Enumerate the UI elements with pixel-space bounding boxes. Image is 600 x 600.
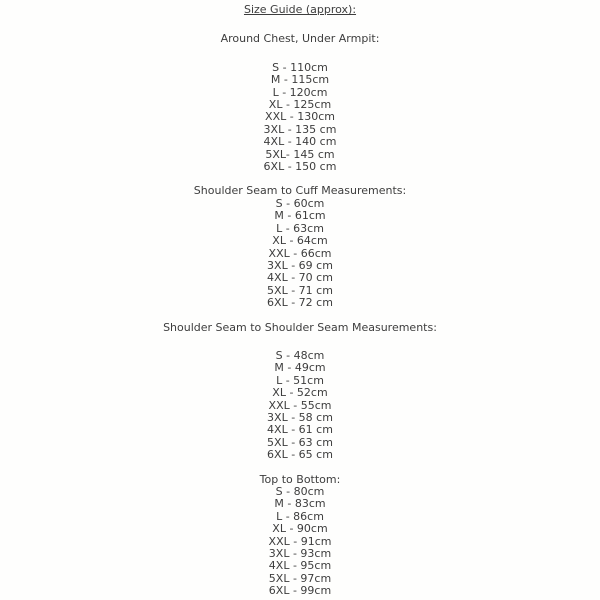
size-row: XL - 125cm bbox=[268, 98, 332, 112]
size-row: XXL - 91cm bbox=[268, 534, 332, 548]
section-heading: Shoulder Seam to Cuff Measurements: bbox=[193, 184, 407, 198]
size-row: XXL - 66cm bbox=[268, 246, 332, 260]
size-row: S - 110cm bbox=[272, 60, 328, 74]
size-row: 4XL - 70 cm bbox=[267, 271, 333, 285]
size-row: L - 51cm bbox=[276, 373, 324, 387]
size-row: 4XL - 95cm bbox=[268, 559, 332, 573]
size-row: XL - 64cm bbox=[272, 234, 328, 248]
size-row: XL - 52cm bbox=[272, 386, 328, 400]
section-heading: Top to Bottom: bbox=[259, 472, 341, 486]
size-row: M - 61cm bbox=[274, 209, 326, 223]
size-row: M - 115cm bbox=[270, 73, 330, 87]
size-row: M - 83cm bbox=[274, 497, 326, 511]
size-section bbox=[0, 322, 600, 462]
size-row: 4XL - 61 cm bbox=[267, 423, 333, 437]
size-row: S - 60cm bbox=[275, 196, 325, 210]
section-rows bbox=[0, 198, 600, 310]
section-rows bbox=[0, 62, 600, 174]
size-row: 3XL - 58 cm bbox=[267, 410, 333, 424]
size-row: XXL - 55cm bbox=[268, 398, 332, 412]
size-row: XXL - 130cm bbox=[265, 110, 335, 124]
size-row: 5XL- 145 cm bbox=[265, 147, 335, 161]
size-row: 5XL - 63 cm bbox=[267, 435, 333, 449]
size-row: 6XL - 72 cm bbox=[267, 296, 333, 310]
size-row: 6XL - 65 cm bbox=[267, 448, 333, 462]
size-row: S - 80cm bbox=[275, 485, 325, 498]
size-row: 5XL - 71 cm bbox=[267, 283, 333, 297]
sections-container bbox=[0, 33, 600, 597]
section-heading: Shoulder Seam to Shoulder Seam Measurements: bbox=[163, 320, 437, 334]
size-row: 3XL - 135 cm bbox=[263, 122, 337, 136]
size-row: M - 49cm bbox=[274, 361, 326, 375]
size-row: XL - 90cm bbox=[272, 522, 328, 536]
section-heading: Around Chest, Under Armpit: bbox=[220, 32, 380, 46]
size-section bbox=[0, 185, 600, 309]
size-row: 6XL - 150 cm bbox=[263, 160, 337, 174]
size-section bbox=[0, 33, 600, 173]
size-row: 3XL - 69 cm bbox=[267, 258, 333, 272]
size-row: L - 86cm bbox=[276, 509, 324, 523]
size-row: 6XL - 99cm bbox=[268, 584, 332, 598]
size-row: 5XL - 97cm bbox=[268, 571, 332, 585]
page-title: Size Guide (approx): bbox=[243, 3, 357, 16]
section-rows bbox=[0, 486, 600, 598]
size-row: 3XL - 93cm bbox=[268, 547, 332, 561]
size-row: S - 48cm bbox=[275, 348, 325, 362]
section-rows bbox=[0, 350, 600, 462]
size-row: 4XL - 140 cm bbox=[263, 135, 337, 149]
size-row: L - 63cm bbox=[276, 221, 324, 235]
size-row: L - 120cm bbox=[272, 85, 328, 99]
size-section bbox=[0, 474, 600, 598]
